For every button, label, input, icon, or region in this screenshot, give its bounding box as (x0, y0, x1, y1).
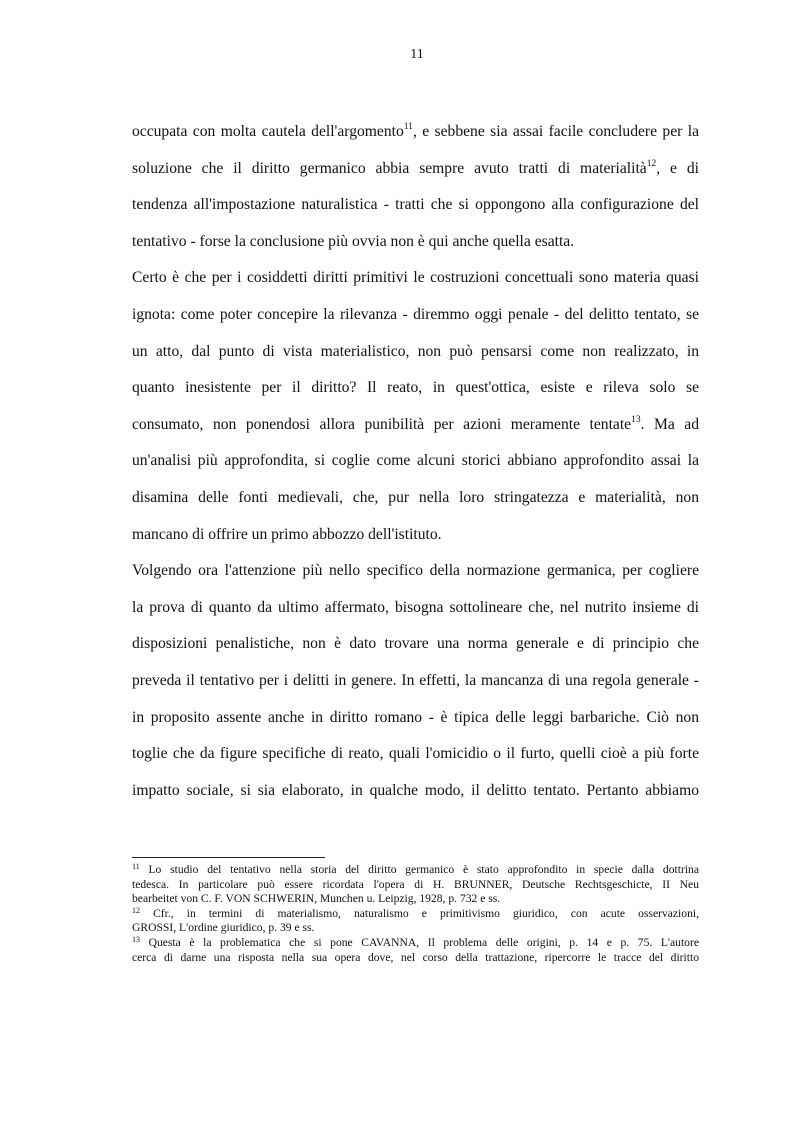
footnote-ref: 13 (631, 414, 641, 425)
text-run: consumato, non ponendosi allora punibilità per azioni meramente tentate (132, 415, 632, 433)
text-run: mancano di offrire un primo abbozzo dell'istituto. (132, 525, 442, 543)
text-run: , e sebbene sia assai facile concludere per la (412, 123, 699, 140)
text-run: quanto inesistente per il diritto? Il reato, in quest'ottica, esiste e rileva solo se (132, 379, 699, 397)
text-run: un atto, dal punto di vista materialistico, non può pensarsi come non realizzato, in (132, 342, 699, 360)
footnote-separator (132, 857, 325, 858)
text-run: impatto sociale, si sia elaborato, in qualche modo, il delitto tentato. Pertanto abbiamo (132, 781, 699, 799)
text-run: disposizioni penalistiche, non è dato trovare una norma generale e di principio che (132, 635, 699, 653)
text-run: Lo studio del tentativo nella storia del diritto germanico è stato approfondito in specie dalla dottrina (139, 863, 699, 876)
text-run: tentativo - forse la conclusione più ovvia non è qui anche quella esatta. (132, 232, 575, 250)
text-run: ignota: come poter concepire la rilevanza - diremmo oggi penale - del delitto tentato, se (132, 306, 699, 323)
body-line (132, 195, 699, 215)
text-run: GROSSI, L'ordine giuridico, p. 39 e ss. (132, 921, 315, 935)
text-run: , e di (656, 159, 699, 177)
body-line (132, 744, 699, 764)
page-number: 11 (410, 47, 424, 62)
footnote-line (132, 907, 699, 921)
footnote-line (132, 921, 699, 935)
body-line (132, 415, 699, 435)
body-line (132, 525, 699, 545)
text-run: disamina delle fonti medievali, che, pur nella loro stringatezza e materialità, non (132, 489, 699, 506)
body-line (132, 781, 699, 801)
text-run: Volgendo ora l'attenzione più nello specifico della normazione germanica, per cogliere (132, 562, 699, 580)
text-run: un'analisi più approfondita, si coglie come alcuni storici abbiano approfondito assai la (132, 452, 699, 470)
body-line (132, 671, 699, 691)
text-run: Certo è che per i cosiddetti diritti primitivi le costruzioni concettuali sono materia quasi (132, 269, 699, 287)
body-line (132, 232, 699, 252)
body-line (132, 708, 699, 728)
footnote-line (132, 951, 699, 965)
footnote-line (132, 878, 699, 892)
text-run: soluzione che il diritto germanico abbia sempre avuto tratti di materialità (132, 159, 647, 177)
text-run: occupata con molta cautela dell'argomento (132, 123, 404, 140)
text-run: preveda il tentativo per i delitti in genere. In effetti, la mancanza di una regola generale - (132, 672, 699, 689)
body-line (132, 159, 699, 179)
text-run: toglie che da figure specifiche di reato, quali l'omicidio o il furto, quelli cioè a più forte (132, 745, 699, 763)
body-line (132, 122, 699, 142)
body-line (132, 342, 699, 362)
text-run: tedesca. In particolare può essere ricordata l'opera di H. BRUNNER, Deutsche Rechtsgeschicte, II Neu (132, 877, 699, 891)
footnote-line (132, 892, 699, 906)
text-run: tendenza all'impostazione naturalistica - tratti che si oppongono alla configurazione del (132, 196, 699, 214)
text-run: cerca di darne una risposta nella sua opera dove, nel corso della trattazione, ripercorre le tracce del diritto (132, 950, 699, 964)
footnote-ref: 11 (132, 862, 140, 871)
text-run: Cfr., in termini di materialismo, naturalismo e primitivismo giuridico, con acute osservazioni, (140, 906, 699, 920)
text-run: in proposito assente anche in diritto romano - è tipica delle leggi barbariche. Ciò non (132, 708, 699, 726)
footnote-ref: 13 (132, 935, 140, 944)
footnote-ref: 11 (403, 122, 413, 132)
body-line (132, 451, 699, 471)
body-line (132, 378, 699, 398)
text-run: la prova di quanto da ultimo affermato, bisogna sottolineare che, nel nutrito insieme di (132, 598, 699, 616)
body-line (132, 561, 699, 581)
footnote-ref: 12 (646, 158, 657, 169)
footnote-line (132, 863, 699, 877)
body-line (132, 634, 699, 654)
text-run: bearbeitet von C. F. VON SCHWERIN, Munchen u. Leipzig, 1928, p. 732 e ss. (132, 892, 501, 906)
body-line (132, 598, 699, 618)
text-run: . Ma ad (640, 415, 700, 433)
text-run: Questa è la problematica che si pone CAVANNA, Il problema delle origini, p. 14 e p. 75. L'autore (140, 936, 699, 949)
footnote-ref: 12 (132, 905, 140, 915)
body-line (132, 305, 699, 325)
footnote-line (132, 936, 699, 950)
body-line (132, 488, 699, 508)
body-line (132, 268, 699, 288)
